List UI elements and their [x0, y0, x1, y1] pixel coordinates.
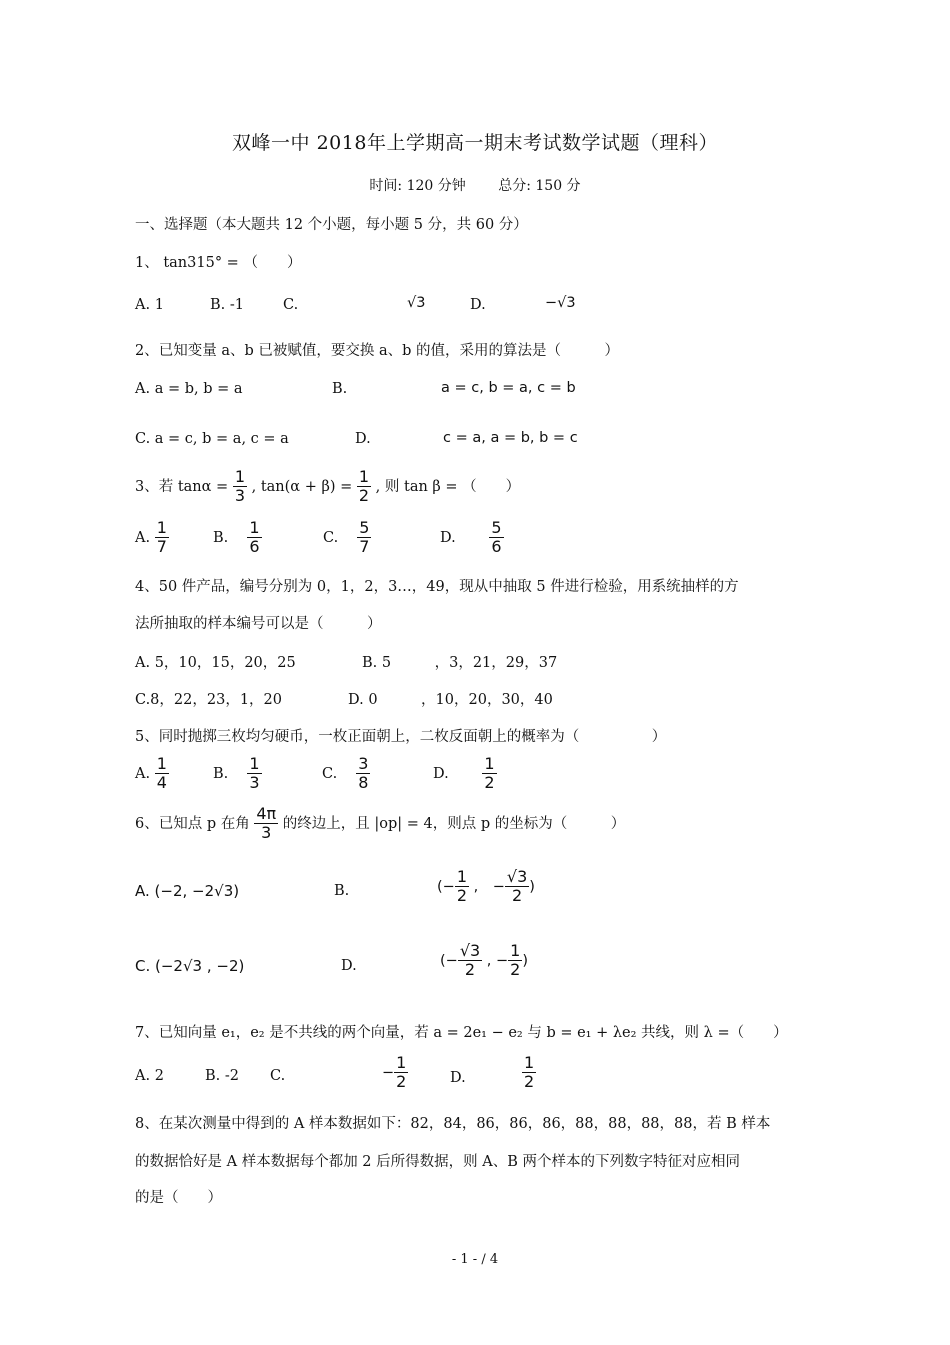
q6-option-d-value: (− $\frac{√3}{2}$ , − $\frac{1}{2}$ ) [440, 941, 529, 980]
time-label: 时间: 120 分钟 [369, 178, 466, 194]
q8-stem-line1: 8、在某次测量中得到的 A 样本数据如下：82，84，86，86，86，88，88，88，88，若 B 样本 [135, 1116, 771, 1132]
q1-stem: 1、 tan315° = （ ） [135, 255, 302, 271]
q2-option-d-value: c = a, a = b, b = c [443, 430, 578, 446]
q5-stem: 5、同时抛掷三枚均匀硬币，一枚正面朝上，二枚反面朝上的概率为（ ） [135, 729, 667, 745]
q7-option-d-value: $\frac{1}{2}$ [524, 1053, 535, 1092]
q5-option-a: A. $\frac{1}{4}$ [135, 754, 167, 793]
q2-stem: 2、已知变量 a、b 已被赋值，要交换 a、b 的值，采用的算法是（ ） [135, 343, 620, 359]
q3-fraction-1: $\frac{1}{3}$ [234, 467, 245, 506]
q7-stem: 7、已知向量 e₁，e₂ 是不共线的两个向量，若 a = 2e₁ − e₂ 与 b = e₁ + λe₂ 共线，则 λ =（ ） [135, 1025, 788, 1041]
q3-option-b: B. $\frac{1}{6}$ [213, 518, 260, 557]
q4-option-c: C.8，22，23，1，20 [135, 692, 282, 708]
q6-stem: 6、已知点 p 在角 $\frac{4\pi}{3}$ 的终边上，且 |op| = 4，则点 p 的坐标为（ ） [135, 804, 626, 843]
q1-option-c-value: √3 [407, 295, 426, 311]
exam-info [0, 175, 950, 195]
q1-option-b: B. -1 [210, 297, 244, 313]
q3-mid: , tan(α + β) = [251, 478, 353, 495]
q6-option-b: B. [334, 883, 350, 899]
q3-fraction-2: $\frac{1}{2}$ [358, 467, 370, 506]
q3-option-c: C. $\frac{5}{7}$ [323, 518, 370, 557]
q7-option-c-value: − $\frac{1}{2}$ [382, 1053, 407, 1092]
q6-option-b-value: (− $\frac{1}{2}$ , − $\frac{√3}{2}$ ) [437, 867, 535, 906]
q7-option-b: B. -2 [205, 1068, 239, 1084]
score-label: 总分: 150 分 [498, 178, 581, 194]
q2-option-a: A. a = b, b = a [135, 381, 243, 397]
q4-option-d: D. 0 ，10，20，30，40 [348, 692, 553, 708]
q6-angle-fraction: $\frac{4\pi}{3}$ [256, 804, 277, 843]
q5-option-d: D. $\frac{1}{2}$ [433, 754, 495, 793]
q4-option-b: B. 5 ，3，21，29，37 [362, 655, 558, 671]
q3-option-a: A. $\frac{1}{7}$ [135, 518, 167, 557]
q2-option-b: B. [332, 381, 348, 397]
q1-option-c: C. [283, 297, 299, 313]
q2-option-d: D. [355, 431, 371, 447]
q1-option-d-value: −√3 [545, 295, 576, 311]
q3-option-d: D. $\frac{5}{6}$ [440, 518, 502, 557]
q5-option-b: B. $\frac{1}{3}$ [213, 754, 260, 793]
q8-stem-line3: 的是（ ） [135, 1190, 222, 1206]
q7-option-a: A. 2 [135, 1068, 164, 1084]
q6-option-d: D. [341, 958, 357, 974]
q7-option-d: D. [450, 1070, 466, 1086]
q7-option-c: C. [270, 1068, 286, 1084]
q4-stem-line2: 法所抽取的样本编号可以是（ ） [135, 616, 382, 632]
q2-option-c: C. a = c, b = a, c = a [135, 431, 289, 447]
q1-option-a: A. 1 [135, 297, 164, 313]
q1-option-d: D. [470, 297, 486, 313]
q2-option-b-value: a = c, b = a, c = b [441, 380, 576, 396]
page-number: - 1 - / 4 [451, 1252, 499, 1267]
q8-stem-line2: 的数据恰好是 A 样本数据每个都加 2 后所得数据，则 A、B 两个样本的下列数字特征对应相同 [135, 1154, 740, 1170]
q5-option-c: C. $\frac{3}{8}$ [322, 754, 369, 793]
q3-stem [135, 468, 520, 506]
q3-pre: 3、若 tanα = [135, 478, 229, 495]
page-title: 双峰一中 2018年上学期高一期末考试数学试题（理科） [232, 132, 718, 154]
q4-option-a: A. 5，10，15，20，25 [135, 655, 296, 671]
q3-post: , 则 tan β = （ ） [375, 478, 521, 495]
q6-option-a: A. (−2, −2√3) [135, 882, 240, 900]
section-heading: 一、选择题（本大题共 12 个小题，每小题 5 分，共 60 分） [135, 217, 528, 233]
q6-option-c: C. (−2√3 , −2) [135, 957, 245, 975]
q4-stem-line1: 4、50 件产品，编号分别为 0，1，2，3…，49，现从中抽取 5 件进行检验，用系统抽样的方 [135, 579, 739, 595]
